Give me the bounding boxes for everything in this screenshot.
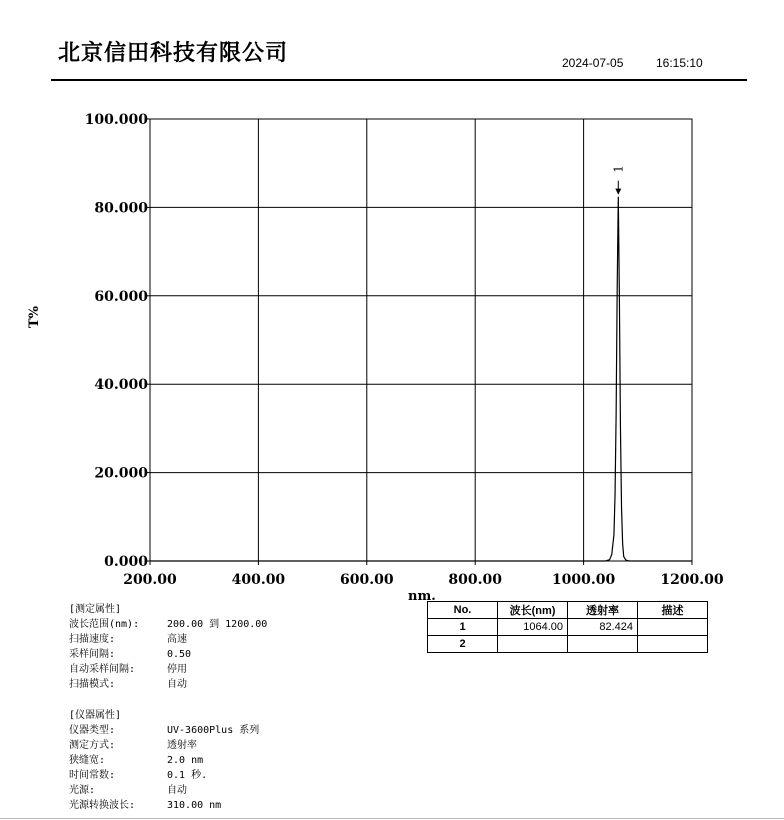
property-key: 仪器类型:	[69, 725, 116, 736]
property-value: UV-3600Plus 系列	[167, 725, 260, 736]
property-value: 自动	[167, 785, 187, 796]
y-tick-label: 80.000	[94, 200, 148, 217]
property-key: 自动采样间隔:	[69, 664, 136, 675]
y-tick-label: 20.000	[94, 465, 148, 482]
property-key: 时间常数:	[69, 770, 116, 781]
y-tick-label: 40.000	[94, 377, 148, 394]
x-tick-label: 800.00	[448, 572, 502, 588]
x-axis-unit: nm.	[408, 589, 436, 604]
chart-series	[150, 197, 692, 561]
y-tick-labels	[85, 112, 150, 570]
property-value: 0.1 秒.	[167, 770, 208, 781]
y-tick-label: 100.000	[84, 112, 148, 128]
property-key: 扫描模式:	[69, 679, 116, 690]
x-tick-label: 400.00	[231, 572, 286, 588]
section-title: [测定属性]	[69, 604, 122, 615]
peak-label: 1	[611, 165, 626, 173]
col-header-description: 描述	[638, 602, 708, 619]
report-time: 16:15:10	[656, 56, 703, 70]
x-tick-label: 1200.00	[660, 572, 724, 588]
property-row	[69, 677, 267, 692]
measure-properties	[69, 602, 267, 692]
property-value: 310.00 nm	[167, 800, 222, 811]
property-key: 采样间隔:	[69, 649, 116, 660]
property-row	[69, 753, 259, 768]
x-tick-label: 600.00	[340, 572, 394, 588]
property-value: 自动	[167, 679, 187, 690]
plot-frame	[150, 119, 692, 561]
chart-grid	[150, 119, 692, 561]
y-tick-label: 60.000	[94, 288, 148, 305]
cell-wavelength: 1064.00	[498, 619, 568, 636]
property-row	[69, 632, 267, 647]
property-value: 高速	[167, 634, 187, 645]
report-date: 2024-07-05	[562, 56, 624, 70]
y-axis-label: T%	[27, 305, 42, 328]
property-row	[69, 783, 259, 798]
cell-no: 1	[428, 619, 498, 636]
table-header-row	[428, 602, 708, 619]
col-header-wavelength: 波长(nm)	[498, 602, 568, 619]
table-row	[428, 619, 708, 636]
chart-annotations	[611, 165, 625, 195]
x-tick-labels	[123, 561, 724, 588]
series-line	[150, 197, 692, 561]
property-key: 波长范围(nm):	[69, 619, 140, 630]
cell-transmittance: 82.424	[568, 619, 638, 636]
instrument-properties	[69, 708, 259, 813]
cell-no: 2	[428, 636, 498, 653]
col-header-no: No.	[428, 602, 498, 619]
property-value: 200.00 到 1200.00	[167, 619, 268, 630]
page-cutoff-line	[0, 818, 784, 819]
y-tick-label: 0.000	[104, 554, 148, 570]
property-row	[69, 662, 267, 677]
cell-description	[638, 619, 708, 636]
col-header-transmittance: 透射率	[568, 602, 638, 619]
property-value: 透射率	[167, 740, 197, 751]
property-key: 光源:	[69, 785, 96, 796]
table-row	[428, 636, 708, 653]
property-value: 2.0 nm	[167, 755, 204, 766]
company-name: 北京信田科技有限公司	[58, 40, 289, 66]
cell-transmittance	[568, 636, 638, 653]
property-row	[69, 647, 267, 662]
results-table	[427, 601, 708, 653]
cell-wavelength	[498, 636, 568, 653]
x-tick-label: 1000.00	[551, 572, 616, 588]
property-row	[69, 617, 267, 632]
property-row	[69, 798, 259, 813]
property-row	[69, 768, 259, 783]
property-value: 0.50	[167, 649, 192, 660]
property-value: 停用	[167, 664, 187, 675]
x-tick-label: 200.00	[123, 572, 177, 588]
property-key: 光源转换波长:	[69, 800, 136, 811]
property-row	[69, 723, 259, 738]
cell-description	[638, 636, 708, 653]
property-key: 狭缝宽:	[69, 755, 106, 766]
peak-marker-arrow	[615, 189, 621, 195]
section-title: [仪器属性]	[69, 710, 122, 721]
property-key: 扫描速度:	[69, 634, 116, 645]
property-key: 测定方式:	[69, 740, 116, 751]
property-row	[69, 738, 259, 753]
